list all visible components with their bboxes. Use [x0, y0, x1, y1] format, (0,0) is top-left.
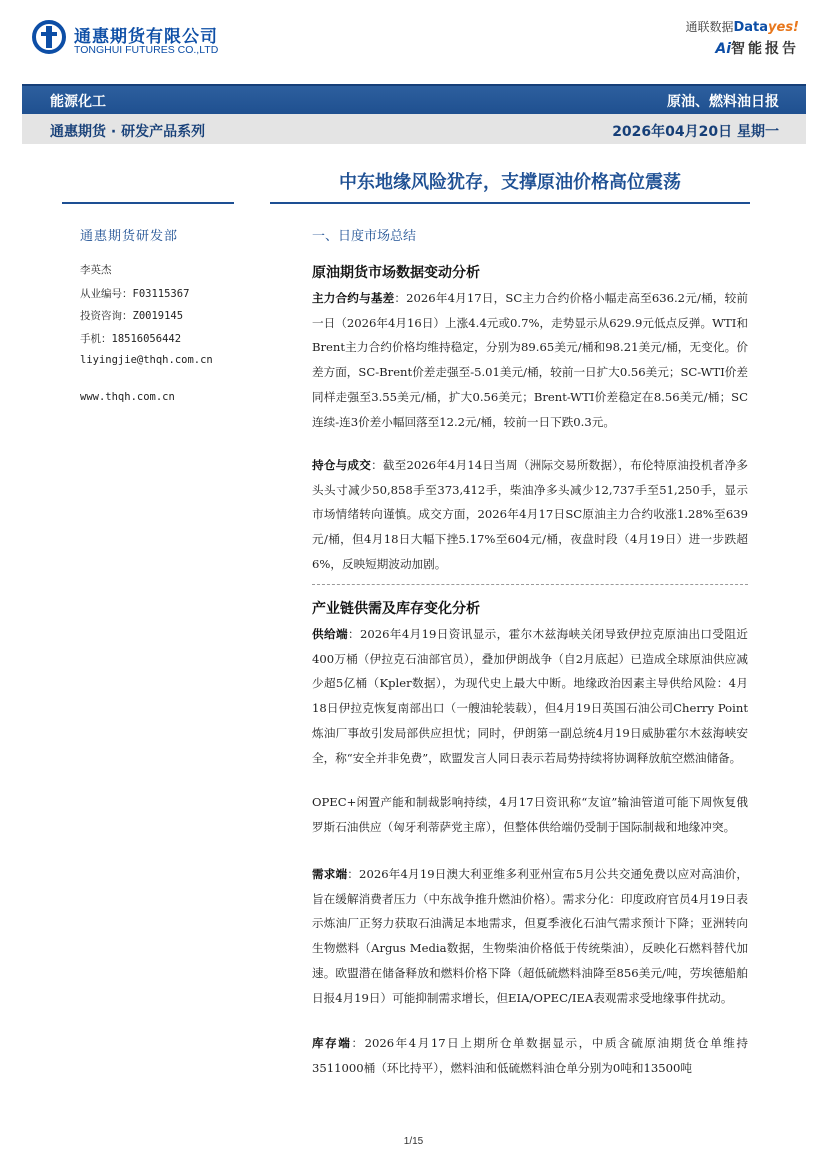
report-date: 2026年04月20日 星期一	[612, 124, 779, 140]
label-supply: 供给端	[312, 627, 348, 641]
label-positions-volume: 持仓与成交	[312, 458, 372, 472]
tonghui-logo-icon	[32, 20, 66, 54]
section-divider	[312, 584, 748, 585]
website-link[interactable]: www.thqh.com.cn	[80, 391, 175, 403]
title-divider-right	[270, 202, 750, 204]
report-title: 中东地缘风险犹存，支撑原油价格高位震荡	[339, 172, 681, 193]
phone-number: 手机：18516056442	[80, 333, 182, 345]
text-supply: ：2026年4月19日资讯显示，霍尔木兹海峡关闭导致伊拉克原油出口受阻近400万桶（伊拉克石油部官员），叠加伊朗战争（自2月底起）已造成全球原油供应减少超5亿桶（Kpler数据），为现代史上最大中断。地缘政治因素主导供给风险：4月18日伊拉克恢复南部出口（一艘油轮装载），但4月19日英国石油公司Cherry Point炼油厂事故引发局部供应担忧；同时，伊朗第一副总统4月19日威胁霍尔木兹海峡安全，称“安全并非免费”，欧盟发言人同日表示若局势持续将协调释放航空燃油储备。	[312, 627, 748, 765]
paragraph-demand	[312, 862, 748, 1010]
text-positions-volume: ：截至2026年4月14日当周（洲际交易所数据），布伦特原油投机者净多头头寸减少50,858手至373,412手，柴油净多头减少12,737手至51,250手，显示市场情绪转向谨慎。成交方面，2026年4月17日SC原油主力合约收涨1.28%至639元/桶，但4月18日大幅下挫5.17%至604元/桶，夜盘时段（4月19日）进一步跌超6%，反映短期波动加剧。	[312, 458, 748, 571]
paragraph-inventory	[312, 1031, 748, 1080]
ai-mark: Ai	[715, 41, 731, 57]
report-type-label: 原油、燃料油日报	[667, 94, 779, 110]
label-contract-basis: 主力合约与基差	[312, 291, 395, 305]
text-inventory: ：2026年4月17日上期所仓单数据显示，中质含硫原油期货仓单维持3511000桶（环比持平），燃料油和低硫燃料油仓单分别为0吨和13500吨	[312, 1036, 748, 1075]
label-inventory: 库存端	[312, 1036, 352, 1050]
title-divider-left	[62, 202, 234, 204]
company-name-en: TONGHUI FUTURES CO.,LTD	[74, 44, 219, 56]
datayes-prefix: 通联数据	[685, 20, 734, 34]
advisory-number: 投资咨询：Z0019145	[80, 310, 184, 322]
subheading-supply-demand: 产业链供需及库存变化分析	[312, 601, 480, 617]
analyst-name: 李英杰	[80, 264, 112, 276]
paragraph-contract-basis	[312, 286, 748, 434]
page-number: 1/15	[403, 1136, 424, 1147]
datayes-brand: Data	[733, 20, 769, 35]
series-label: 通惠期货 · 研发产品系列	[50, 124, 206, 140]
research-dept: 通惠期货研发部	[80, 229, 179, 244]
label-demand: 需求端	[312, 867, 348, 881]
company-name-cn: 通惠期货有限公司	[74, 27, 218, 47]
ai-report-text: 智能报告	[731, 41, 799, 57]
paragraph-supply	[312, 622, 748, 770]
email-link[interactable]: liyingjie@thqh.com.cn	[80, 354, 213, 366]
subheading-futures-data: 原油期货市场数据变动分析	[312, 265, 480, 281]
datayes-suffix: yes!	[768, 20, 799, 35]
sector-label: 能源化工	[50, 94, 106, 110]
text-contract-basis: ：2026年4月17日，SC主力合约价格小幅走高至636.2元/桶，较前一日（2026年4月16日）上涨4.4元或0.7%，走势显示从629.9元低点反弹。WTI和Brent主力合约价格均维持稳定，分别为89.65美元/桶和98.21美元/桶，无变化。价差方面，SC-Brent价差走强至-5.01美元/桶，较前一日扩大0.56美元；SC-WTI价差同样走强至3.55美元/桶，扩大0.56美元；Brent-WTI价差稳定在8.56美元/桶；SC连续-连3价差小幅回落至12.2元/桶，较前一日下跌0.3元。	[312, 291, 748, 429]
ai-report-label	[715, 38, 799, 58]
section-heading-daily-summary: 一、日度市场总结	[312, 229, 417, 244]
paragraph-opec	[312, 790, 748, 839]
datayes-logo	[685, 18, 799, 35]
paragraph-positions-volume	[312, 453, 748, 577]
text-opec: OPEC+闲置产能和制裁影响持续，4月17日资讯称“友谊”输油管道可能下周恢复俄罗斯石油供应（匈牙利蒂萨党主席），但整体供给端仍受制于国际制裁和地缘冲突。	[312, 795, 748, 834]
license-number: 从业编号：F03115367	[80, 288, 190, 300]
text-demand: ：2026年4月19日澳大利亚维多利亚州宣布5月公共交通免费以应对高油价，旨在缓解消费者压力（中东战争推升燃油价格）。需求分化：印度政府官员4月19日表示炼油厂正努力获取石油满足本地需求，但夏季液化石油气需求预计下降；亚洲转向生物燃料（Argus Media数据，生物柴油价格低于传统柴油），反映化石燃料替代加速。欧盟潜在储备释放和燃料价格下降（超低硫燃料油降至856美元/吨，劳埃德船舶日报4月19日）可能抑制需求增长，但EIA/OPEC/IEA表观需求受地缘事件扰动。	[312, 867, 748, 1005]
